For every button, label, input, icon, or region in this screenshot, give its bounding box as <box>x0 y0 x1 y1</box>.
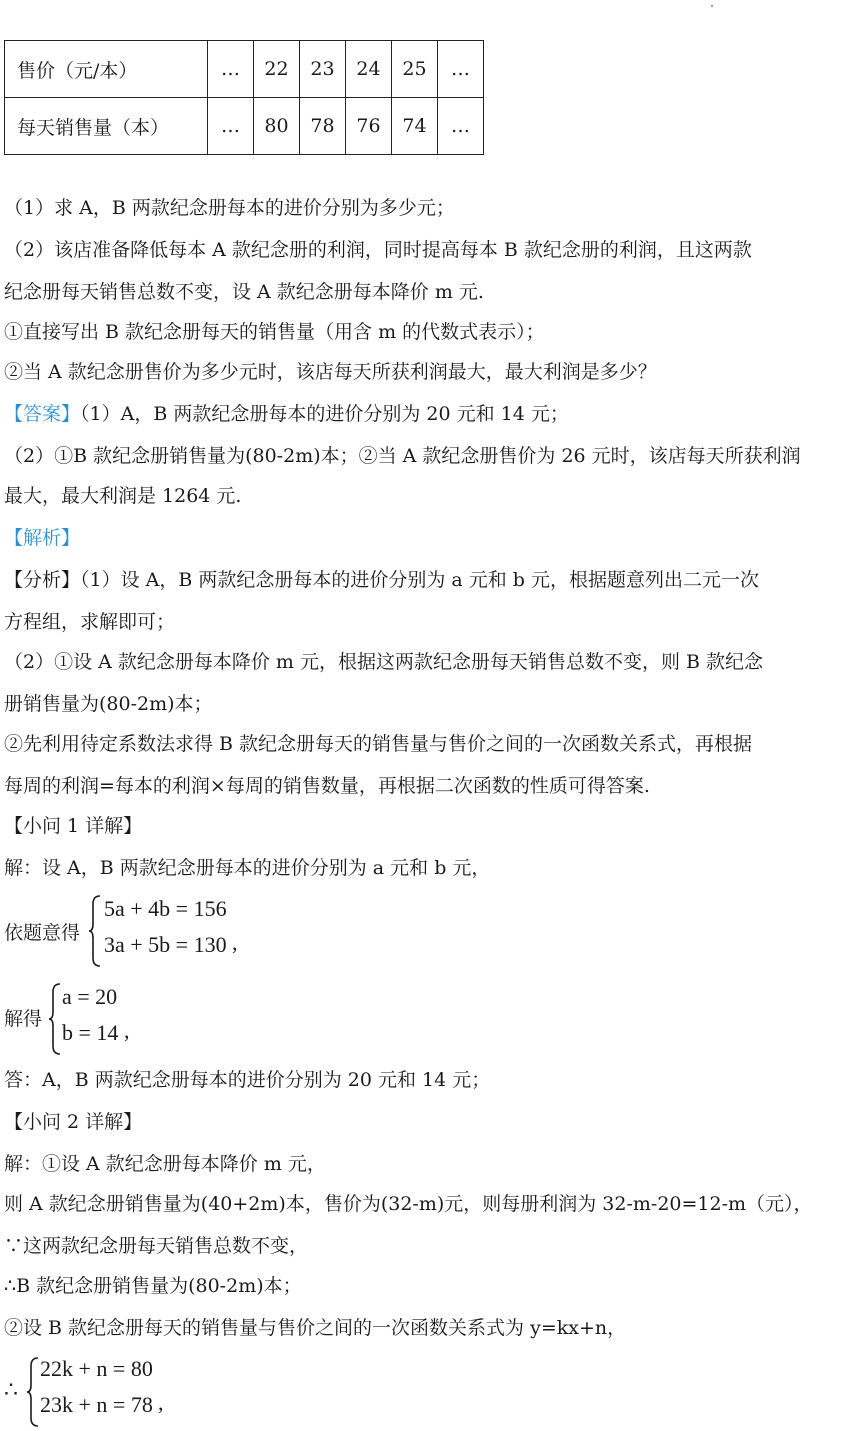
table-cell: … <box>438 98 484 155</box>
sub2-title: 【小问 2 详解】 <box>4 1111 143 1133</box>
table-cell: 80 <box>254 98 300 155</box>
sub2-line: 解：①设 A 款纪念册每本降价 m 元， <box>4 1153 326 1175</box>
sub1-line: 解：设 A，B 两款纪念册每本的进价分别为 a 元和 b 元， <box>4 857 491 879</box>
question-2-line: （2）该店准备降低每本 A 款纪念册的利润，同时提高每本 B 款纪念册的利润，且这两款 <box>4 239 752 261</box>
equation-system-2 <box>48 982 168 1056</box>
analysis-line: 方程组，求解即可； <box>4 611 176 633</box>
scan-dot <box>711 5 713 7</box>
brace-icon <box>88 894 102 968</box>
answer-line <box>4 402 569 426</box>
table-cell: 24 <box>346 41 392 98</box>
table-cell: … <box>208 98 254 155</box>
equation: b = 14 <box>62 1020 119 1045</box>
question-1: （1）求 A，B 两款纪念册每本的进价分别为多少元； <box>4 197 455 219</box>
question-2-part-2: ②当 A 款纪念册售价为多少元时，该店每天所获利润最大，最大利润是多少？ <box>4 361 657 383</box>
sub2-line: ②设 B 款纪念册每天的销售量与售价之间的一次函数关系式为 y=kx+n， <box>4 1317 627 1339</box>
table-cell: 76 <box>346 98 392 155</box>
price-sales-table <box>4 40 484 155</box>
question-2-line: 纪念册每天销售总数不变，设 A 款纪念册每本降价 m 元. <box>4 281 484 303</box>
equation: 3a + 5b = 130 <box>104 932 227 957</box>
system-3-label: ∴ <box>4 1378 18 1403</box>
analysis-line: 册销售量为(80-2m)本； <box>4 693 213 715</box>
table-row-header: 每天销售量（本） <box>5 98 208 155</box>
system-1-label: 依题意得 <box>4 922 81 944</box>
analysis-line: ②先利用待定系数法求得 B 款纪念册每天的销售量与售价之间的一次函数关系式，再根据 <box>4 733 753 755</box>
analysis-line: 【分析】（1）设 A，B 两款纪念册每本的进价分别为 a 元和 b 元，根据题意列出二元一次 <box>4 569 760 591</box>
table-cell: 74 <box>392 98 438 155</box>
sub2-line: ∴B 款纪念册销售量为(80-2m)本； <box>4 1275 302 1297</box>
sub1-answer: 答：A，B 两款纪念册每本的进价分别为 20 元和 14 元； <box>4 1069 491 1091</box>
table-cell: 23 <box>300 41 346 98</box>
brace-icon <box>48 982 62 1056</box>
equation: 23k + n = 78 <box>40 1392 153 1417</box>
analysis-line: （2）①设 A 款纪念册每本降价 m 元，根据这两款纪念册每天销售总数不变，则 B 款纪念 <box>4 651 764 673</box>
comma: , <box>158 1390 164 1415</box>
answer-2-line: （2）①B 款纪念册销售量为(80-2m)本；②当 A 款纪念册售价为 26 元时，该店每天所获利润 <box>4 445 801 467</box>
answer-tag: 【答案】 <box>4 403 81 425</box>
table-cell: 22 <box>254 41 300 98</box>
equation: a = 20 <box>62 984 118 1009</box>
table-cell: … <box>438 41 484 98</box>
brace-icon <box>26 1356 40 1428</box>
sub1-title: 【小问 1 详解】 <box>4 815 143 837</box>
comma: , <box>232 930 238 955</box>
comma: , <box>124 1018 130 1043</box>
table-cell: 25 <box>392 41 438 98</box>
table-row <box>5 41 484 98</box>
sub2-line: 则 A 款纪念册销售量为(40+2m)本，售价为(32-m)元，则每册利润为 32-m-20=12-m（元）， <box>4 1193 813 1215</box>
table-row <box>5 98 484 155</box>
analysis-tag: 【解析】 <box>4 527 81 549</box>
analysis-line: 每周的利润=每本的利润×每周的销售数量，再根据二次函数的性质可得答案. <box>4 775 650 797</box>
equation-system-1 <box>88 894 268 968</box>
table-row-header: 售价（元/本） <box>5 41 208 98</box>
table-cell: … <box>208 41 254 98</box>
equation: 5a + 4b = 156 <box>104 896 227 921</box>
sub2-line: ∵这两款纪念册每天销售总数不变， <box>4 1235 309 1257</box>
answer-1: （1）A，B 两款纪念册每本的进价分别为 20 元和 14 元； <box>80 403 569 425</box>
question-2-part-1: ①直接写出 B 款纪念册每天的销售量（用含 m 的代数式表示）； <box>4 321 545 343</box>
system-2-label: 解得 <box>4 1008 43 1030</box>
equation-system-3 <box>26 1356 196 1428</box>
answer-2-line: 最大，最大利润是 1264 元. <box>4 485 242 507</box>
table-cell: 78 <box>300 98 346 155</box>
equation: 22k + n = 80 <box>40 1356 153 1381</box>
